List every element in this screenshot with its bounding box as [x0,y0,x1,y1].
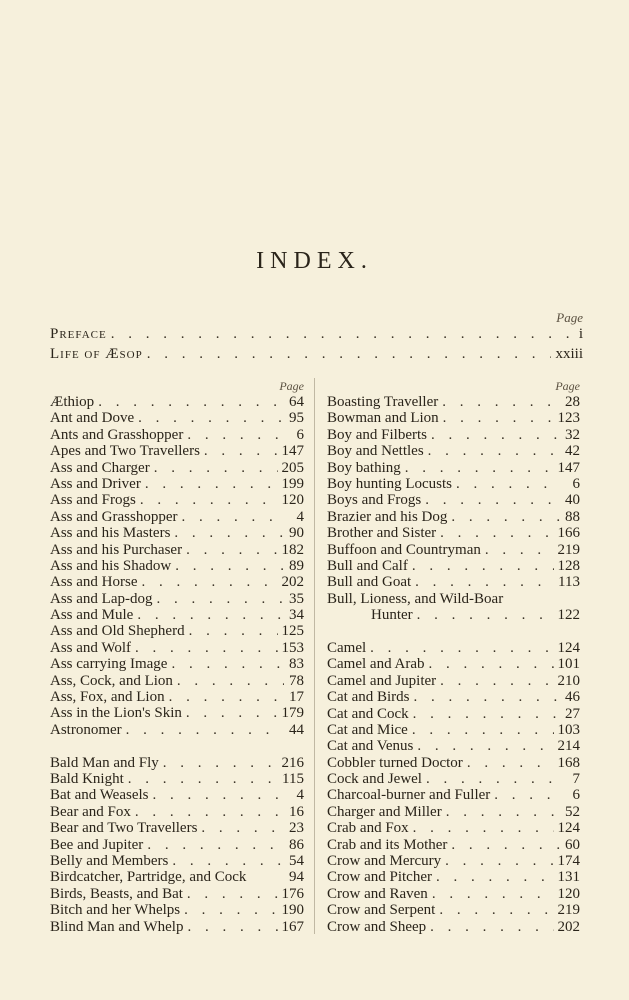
entry-page: 113 [558,574,580,591]
entry-title: Cat and Cock [327,705,409,722]
leader-dots [138,410,284,426]
index-entry [327,738,580,754]
leader-dots [169,689,284,705]
index-entry [50,886,304,902]
leader-dots [417,607,554,623]
leader-dots [137,607,284,623]
index-entry [327,542,580,558]
entry-title: Blind Man and Whelp [50,918,184,935]
entry-page: 176 [281,885,304,902]
entry-title: Ass and Old Shepherd [50,623,185,640]
entry-page: 123 [557,410,580,427]
leader-dots [442,394,560,410]
entry-page: 42 [565,443,580,460]
entry-title: Camel and Jupiter [327,672,437,689]
entry-page: 83 [289,656,304,673]
index-entry [50,591,304,607]
index-entry [327,558,580,574]
index-entry [327,706,580,722]
index-entry [50,525,304,541]
entry-title: Crow and Raven [327,885,428,902]
entry-page: 60 [565,836,580,853]
index-entry [50,623,304,639]
leader-dots [184,902,277,918]
leader-dots [430,919,553,935]
entry-page: 103 [557,721,580,738]
index-entry [50,755,304,771]
leader-dots [432,886,554,902]
entry-title: Ants and Grasshopper [50,426,184,443]
entry-page: 205 [281,459,304,476]
entry-title: Camel [327,639,367,656]
entry-title: Ass and Grasshopper [50,508,178,525]
entry-page: 179 [281,705,304,722]
leader-dots [417,738,553,754]
index-entry [50,394,304,410]
entry-page: 52 [565,803,580,820]
entry-title: Birds, Beasts, and Bat [50,885,183,902]
leader-dots [187,427,284,443]
entry-page: 6 [572,787,580,804]
front-matter-page: xxiii [555,346,583,362]
entry-page: 101 [557,656,580,673]
front-matter-page: i [578,326,583,342]
index-entry [50,607,304,623]
leader-dots [145,476,278,492]
entry-title: Boy and Nettles [327,443,424,460]
entry-page: 94 [289,869,304,886]
group-spacer [327,623,580,640]
entry-title: Cat and Venus [327,738,414,755]
entry-page: 34 [289,607,304,624]
index-entry [327,443,580,459]
index-entry [327,771,580,787]
index-entry [327,869,580,885]
index-entry [327,755,580,771]
index-entry [50,869,304,885]
entry-title: Æthiop [50,394,95,410]
entry-page: 6 [572,475,580,492]
index-entry [327,574,580,590]
entry-title: Bald Knight [50,771,124,788]
index-entry [327,902,580,918]
entry-page: 210 [557,672,580,689]
entry-title: Crow and Serpent [327,902,436,919]
index-entry [327,837,580,853]
index-entry [327,410,580,426]
entry-page: 6 [296,426,304,443]
index-entry [50,771,304,787]
leader-dots [147,344,552,364]
index-entry [327,509,580,525]
entry-page: 23 [289,820,304,837]
leader-dots [111,324,575,344]
entry-page: 125 [281,623,304,640]
entry-title: Ass and his Shadow [50,557,172,574]
index-entry [50,656,304,672]
leader-dots [189,623,278,639]
entry-page: 95 [289,410,304,427]
leader-dots [428,656,553,672]
entry-page: 124 [557,820,580,837]
entry-page: 122 [557,607,580,624]
entry-page: 214 [557,738,580,755]
entry-title: Bee and Jupiter [50,836,144,853]
front-matter-page-label: Page [556,310,583,325]
entry-page: 182 [281,541,304,558]
entry-page: 115 [282,771,304,788]
index-entry [327,476,580,492]
entry-title: Bull, Lioness, and Wild-Boar [327,590,504,607]
leader-dots [98,394,284,410]
leader-dots [153,787,285,803]
leader-dots [187,919,277,935]
entry-title: Ass and Charger [50,459,150,476]
index-entry [50,509,304,525]
entry-title: Buffoon and Countryman [327,541,481,558]
leader-dots [135,640,277,656]
index-entry [327,656,580,672]
entry-page: 88 [565,508,580,525]
index-entry [327,492,580,508]
leader-dots [414,689,561,705]
front-matter-row-life-of-aesop [50,344,583,364]
index-entry [327,525,580,541]
leader-dots [413,706,560,722]
leader-dots [140,492,278,508]
leader-dots [425,492,560,508]
leader-dots [156,591,284,607]
entry-page: 40 [565,492,580,509]
index-entry [50,443,304,459]
entry-title: Bat and Weasels [50,787,149,804]
index-entry [327,427,580,443]
leader-dots [174,525,284,541]
entry-title: Ass and his Purchaser [50,541,183,558]
entry-title: Ass and Horse [50,574,138,591]
index-entry [50,574,304,590]
index-entry [327,591,580,607]
leader-dots [201,820,284,836]
entry-page: 216 [281,754,304,771]
leader-dots [467,755,554,771]
entry-page: 199 [281,475,304,492]
leader-dots [436,869,554,885]
entry-title: Crab and its Mother [327,836,448,853]
index-entry [327,607,580,623]
entry-page: 202 [557,918,580,935]
leader-dots [415,574,554,590]
entry-page: 190 [281,902,304,919]
leader-dots [456,476,560,492]
leader-dots [171,656,284,672]
entry-title: Apes and Two Travellers [50,443,200,460]
entry-page: 120 [557,885,580,902]
entry-page: 27 [565,705,580,722]
entry-page: 44 [289,721,304,738]
index-entry [50,705,304,721]
index-entry [50,787,304,803]
index-entry [50,410,304,426]
entry-page: 128 [557,557,580,574]
entry-title: Ant and Dove [50,410,135,427]
leader-dots [494,787,560,803]
entry-page: 174 [557,853,580,870]
index-entry [327,853,580,869]
index-entry [327,689,580,705]
leader-dots [186,705,278,721]
front-matter-row-preface [50,324,583,344]
entry-title: Boy bathing [327,459,401,476]
index-entry [327,804,580,820]
entry-page: 4 [296,787,304,804]
entry-page: 17 [289,689,304,706]
index-entry [50,722,304,738]
entry-title: Ass and Driver [50,475,141,492]
entry-page: 7 [572,771,580,788]
entry-title: Boy and Filberts [327,426,427,443]
entry-page: 16 [289,803,304,820]
index-entry [50,919,304,935]
leader-dots [445,853,553,869]
leader-dots [485,542,554,558]
entry-page: 202 [281,574,304,591]
index-entry [50,804,304,820]
index-entry [327,640,580,656]
index-entry [50,689,304,705]
entry-title: Hunter [371,607,413,624]
front-matter-title: Preface [50,326,107,342]
entry-title: Bear and Two Travellers [50,820,198,837]
leader-dots [172,853,284,869]
leader-dots [446,804,560,820]
entry-page: 35 [289,590,304,607]
entry-page: 28 [565,394,580,410]
entry-page: 153 [281,639,304,656]
column-page-label: Page [279,379,304,393]
entry-title: Bowman and Lion [327,410,439,427]
entry-title: Ass and Lap-dog [50,590,153,607]
leader-dots [147,837,284,853]
leader-dots [142,574,278,590]
entry-title: Crow and Sheep [327,918,427,935]
entry-page: 168 [557,754,580,771]
leader-dots [370,640,553,656]
entry-page: 89 [289,557,304,574]
entry-title: Ass, Fox, and Lion [50,689,165,706]
index-entry [50,820,304,836]
entry-title: Crab and Fox [327,820,409,837]
index-entry [327,673,580,689]
page-title: INDEX. [256,248,373,274]
entry-title: Cobbler turned Doctor [327,754,463,771]
entry-page: 147 [557,459,580,476]
entry-title: Camel and Arab [327,656,425,673]
entry-title: Bull and Goat [327,574,412,591]
index-entry [327,394,580,410]
leader-dots [428,443,560,459]
index-entry [50,427,304,443]
leader-dots [204,443,278,459]
leader-dots [443,410,554,426]
entry-page: 64 [289,394,304,410]
leader-dots [412,722,554,738]
entry-page: 54 [289,853,304,870]
entry-title: Ass and his Masters [50,525,171,542]
leader-dots [431,427,560,443]
index-entry [327,787,580,803]
entry-title: Birdcatcher, Partridge, and Cock [50,869,247,886]
index-entry [50,837,304,853]
index-entry [327,886,580,902]
entry-title: Cat and Birds [327,689,410,706]
leader-dots [181,509,284,525]
entry-page: 219 [557,902,580,919]
leader-dots [405,460,554,476]
index-entry [50,542,304,558]
leader-dots [413,820,554,836]
leader-dots [451,509,560,525]
entry-title: Bull and Calf [327,557,408,574]
entry-title: Bald Man and Fly [50,754,159,771]
leader-dots [440,525,553,541]
leader-dots [177,673,284,689]
leader-dots [412,558,554,574]
index-entry [327,919,580,935]
entry-page: 86 [289,836,304,853]
entry-title: Ass and Mule [50,607,134,624]
entry-title: Ass in the Lion's Skin [50,705,182,722]
leader-dots [135,804,284,820]
entry-title: Crow and Mercury [327,853,442,870]
index-entry [50,640,304,656]
entry-title: Charger and Miller [327,803,442,820]
index-entry [50,558,304,574]
entry-title: Cat and Mice [327,721,408,738]
index-entry [50,460,304,476]
entry-page: 147 [281,443,304,460]
leader-dots [175,558,284,574]
entry-title: Bear and Fox [50,803,131,820]
leader-dots [126,722,284,738]
entry-title: Bitch and her Whelps [50,902,181,919]
front-matter-title: Life of Æsop [50,346,143,362]
entry-title: Boys and Frogs [327,492,422,509]
entry-page: 166 [557,525,580,542]
index-entry [50,476,304,492]
entry-title: Ass carrying Image [50,656,168,673]
entry-title: Cock and Jewel [327,771,422,788]
index-entry [327,460,580,476]
index-entry [50,902,304,918]
entry-title: Crow and Pitcher [327,869,432,886]
leader-dots [440,673,553,689]
entry-title: Boy hunting Locusts [327,475,453,492]
leader-dots [186,542,277,558]
entry-title: Ass and Frogs [50,492,136,509]
entry-page: 78 [289,672,304,689]
entry-page: 32 [565,426,580,443]
entry-page: 167 [281,918,304,935]
entry-title: Ass and Wolf [50,639,132,656]
entry-page: 120 [281,492,304,509]
index-column-left [50,378,304,935]
index-entry [327,820,580,836]
leader-dots [163,755,278,771]
entry-title: Belly and Members [50,853,169,870]
entry-title: Brazier and his Dog [327,508,448,525]
entry-title: Astronomer [50,721,122,738]
column-page-label: Page [555,379,580,393]
column-divider [314,378,315,934]
leader-dots [154,460,278,476]
entry-page: 124 [557,639,580,656]
index-entry [327,722,580,738]
leader-dots [128,771,278,787]
entry-page: 4 [296,508,304,525]
entry-page: 46 [565,689,580,706]
leader-dots [439,902,553,918]
entry-page: 131 [557,869,580,886]
index-entry [50,673,304,689]
index-entry [50,492,304,508]
entry-title: Charcoal-burner and Fuller [327,787,491,804]
leader-dots [426,771,560,787]
entry-page: 219 [557,541,580,558]
leader-dots [451,837,560,853]
index-entry [50,853,304,869]
entry-title: Brother and Sister [327,525,437,542]
group-spacer [50,738,304,755]
leader-dots [187,886,278,902]
entry-page: 90 [289,525,304,542]
index-column-right [327,378,580,935]
entry-title: Ass, Cock, and Lion [50,672,173,689]
entry-title: Boasting Traveller [327,394,439,410]
